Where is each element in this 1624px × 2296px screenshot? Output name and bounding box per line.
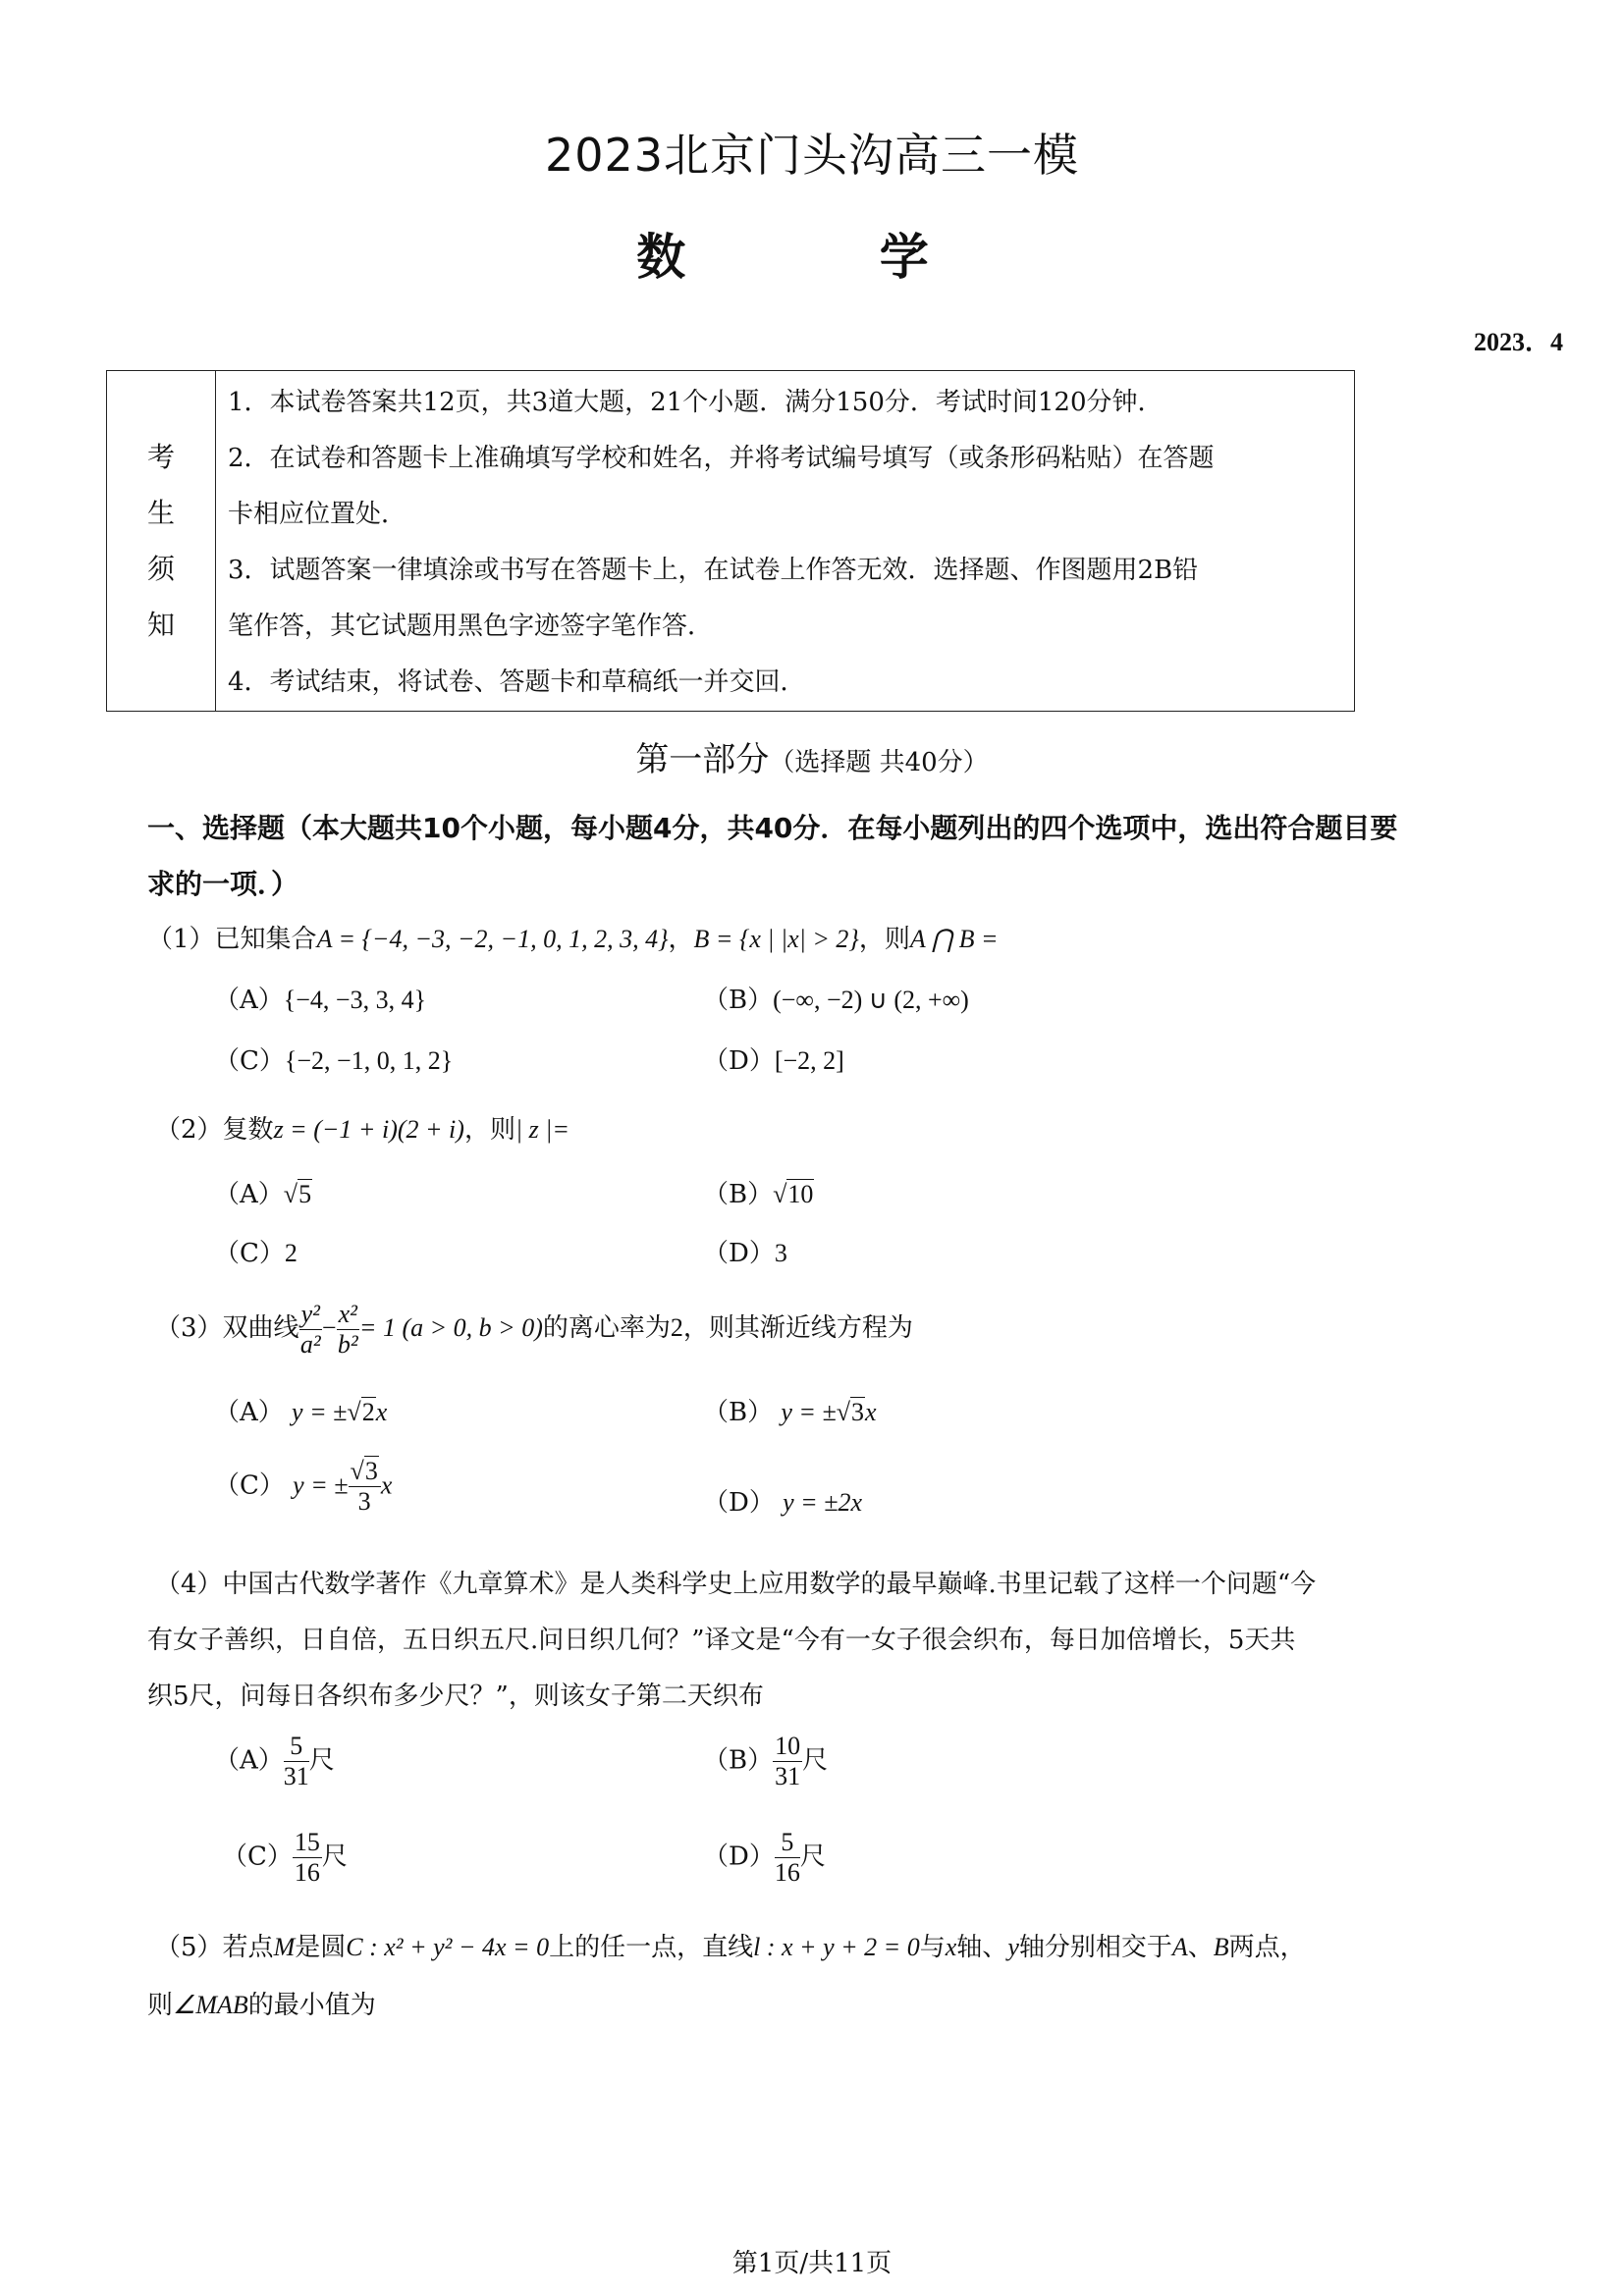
math-expr: M xyxy=(273,1933,296,1961)
stem-text: 中国古代数学著作《九章算术》是人类科学史上应用数学的最早巅峰.书里记载了这样一个问题“今 xyxy=(222,1570,1317,1599)
option-label: （D） xyxy=(703,1842,775,1872)
math-expr: − xyxy=(321,1313,337,1342)
option-value: {−4, −3, 3, 4} xyxy=(283,986,427,1014)
option-value: 3 xyxy=(774,1239,787,1267)
option-value: (−∞, −2) ∪ (2, +∞) xyxy=(773,986,969,1014)
fraction xyxy=(775,1828,800,1888)
notice-body xyxy=(216,371,1355,712)
stem-text: 上的任一点，直线 xyxy=(549,1933,754,1962)
option-label: （D） xyxy=(703,1046,775,1076)
exam-date: 2023．4 xyxy=(1473,328,1563,356)
option-label: （B） xyxy=(703,1180,774,1209)
notice-heading-char: 知 xyxy=(146,609,175,641)
option-label: （A） xyxy=(214,1745,284,1776)
math-expr: x xyxy=(865,1398,877,1426)
notice-table xyxy=(106,370,1355,712)
notice-heading-char: 须 xyxy=(146,553,175,585)
question-number: （2） xyxy=(155,1115,223,1145)
part-heading xyxy=(0,732,1624,780)
stem-text: 与 xyxy=(919,1933,946,1962)
option-a[interactable] xyxy=(214,1174,312,1210)
unit: 尺 xyxy=(308,1745,335,1776)
page-title: 2023北京门头沟高三一模 xyxy=(544,129,1080,182)
option-label: （A） xyxy=(214,986,284,1015)
option-label: （A） xyxy=(214,1398,284,1427)
option-label: （D） xyxy=(703,1239,775,1268)
notice-heading-char: 生 xyxy=(146,497,175,529)
notice-line: 4．考试结束，将试卷、答题卡和草稿纸一并交回． xyxy=(228,667,806,697)
option-label: （C） xyxy=(214,1239,285,1268)
stem-text: 轴、 xyxy=(956,1933,1008,1962)
option-d[interactable] xyxy=(703,1041,844,1077)
fraction-denominator: b² xyxy=(337,1329,358,1359)
question-4-line: 织5尺，问每日各织布多少尺？”，则该女子第二天织布 xyxy=(147,1682,764,1711)
part-note: （选择题 共40分） xyxy=(769,748,989,777)
question-4-line: 有女子善织，日自倍，五日织五尺.问日织几何？”译文是“今有一女子很会织布，每日加倍增长，5天共 xyxy=(147,1626,1296,1655)
fraction xyxy=(773,1732,802,1791)
stem-text: 则 xyxy=(147,1991,174,2020)
notice-line: 1．本试卷答案共12页，共3道大题，21个小题．满分150分．考试时间120分钟． xyxy=(228,388,1164,417)
option-c[interactable] xyxy=(222,1828,348,1888)
option-a[interactable] xyxy=(214,1392,387,1428)
stem-text: 已知集合 xyxy=(214,925,317,954)
math-expr: x xyxy=(945,1933,957,1961)
option-b[interactable] xyxy=(703,1174,814,1210)
fraction-denominator: 3 xyxy=(357,1487,371,1516)
option-a[interactable] xyxy=(214,980,426,1016)
stem-text: 是圆 xyxy=(295,1933,347,1962)
math-expr: A = {−4, −3, −2, −1, 0, 1, 2, 3, 4} xyxy=(316,925,669,953)
sqrt-expr: √10 xyxy=(773,1180,814,1208)
math-expr: B = {x | |x| > 2} xyxy=(693,925,859,953)
option-label: （D） xyxy=(703,1488,775,1518)
part-title: 第一部分 xyxy=(635,740,770,779)
math-expr: A xyxy=(1171,1933,1188,1961)
stem-text: 的最小值为 xyxy=(247,1991,376,2020)
option-label: （B） xyxy=(703,1398,774,1427)
option-label: （C） xyxy=(214,1046,285,1076)
fraction xyxy=(299,1300,322,1360)
math-expr: = 1 (a > 0, b > 0) xyxy=(358,1313,543,1342)
fraction-numerator: x² xyxy=(338,1299,357,1328)
subject-title: 数 学 xyxy=(636,229,988,286)
question-5-stem xyxy=(155,1919,1306,1976)
option-value: 5 xyxy=(298,1180,312,1208)
stem-text: 、 xyxy=(1187,1933,1214,1962)
fraction-numerator: y² xyxy=(300,1299,320,1328)
question-2-stem xyxy=(155,1101,569,1158)
fraction-denominator: 31 xyxy=(775,1762,801,1790)
option-value: 2 xyxy=(284,1239,298,1267)
option-label: （A） xyxy=(214,1180,284,1209)
math-expr: C : x² + y² − 4x = 0 xyxy=(346,1933,550,1961)
math-expr: y = ± xyxy=(781,1398,837,1426)
fraction xyxy=(349,1457,381,1517)
question-number: （1） xyxy=(147,925,215,954)
sqrt-expr: √2 xyxy=(347,1398,375,1426)
section-heading xyxy=(147,800,1492,912)
stem-text: 若点 xyxy=(222,1933,274,1962)
fraction-denominator: 16 xyxy=(294,1858,320,1887)
unit: 尺 xyxy=(321,1842,348,1872)
option-label: （C） xyxy=(214,1470,285,1501)
fraction xyxy=(293,1828,322,1888)
stem-text: ， xyxy=(668,925,694,954)
fraction-denominator: 31 xyxy=(283,1762,309,1790)
option-value: [−2, 2] xyxy=(774,1046,844,1075)
math-expr: ∠MAB xyxy=(173,1991,248,2019)
fraction-numerator: √3 xyxy=(349,1457,381,1487)
question-1-stem xyxy=(147,911,999,968)
option-d[interactable] xyxy=(703,1482,862,1519)
option-b[interactable] xyxy=(703,1732,828,1791)
fraction xyxy=(284,1732,309,1791)
question-3-stem xyxy=(155,1294,913,1362)
question-5-line xyxy=(147,1977,376,2034)
math-expr: y = ± xyxy=(292,1398,348,1426)
option-b[interactable] xyxy=(703,1392,877,1428)
fraction-numerator: 10 xyxy=(775,1732,801,1760)
math-expr: x xyxy=(375,1398,388,1426)
math-expr: x xyxy=(380,1470,393,1500)
question-number: （4） xyxy=(155,1570,223,1599)
option-d[interactable] xyxy=(703,1828,826,1888)
stem-text: 复数 xyxy=(222,1115,274,1145)
option-label: （C） xyxy=(222,1842,293,1872)
fraction xyxy=(337,1300,359,1360)
sqrt-expr: √3 xyxy=(836,1398,865,1426)
option-label: （B） xyxy=(703,1745,774,1776)
math-expr: l : x + y + 2 = 0 xyxy=(753,1933,920,1961)
notice-heading xyxy=(107,371,216,712)
option-value: y = ±2x xyxy=(783,1488,863,1517)
stem-text: ，则 xyxy=(858,925,910,954)
fraction-denominator: 16 xyxy=(774,1858,800,1887)
unit: 尺 xyxy=(799,1842,826,1872)
stem-text: 的离心率为 xyxy=(542,1313,671,1343)
option-label: （B） xyxy=(703,986,774,1015)
option-c[interactable] xyxy=(214,1457,392,1517)
notice-line: 3．试题答案一律填涂或书写在答题卡上，在试卷上作答无效．选择题、作图题用2B铅 xyxy=(228,556,1199,585)
stem-text: 双曲线 xyxy=(222,1313,299,1343)
option-c[interactable] xyxy=(214,1233,298,1269)
math-expr: B xyxy=(1213,1933,1229,1961)
stem-text: 两点， xyxy=(1228,1933,1306,1962)
question-number: （3） xyxy=(155,1313,223,1343)
page-footer: 第1页/共11页 xyxy=(731,2249,893,2278)
notice-line: 2．在试卷和答题卡上准确填写学校和姓名，并将考试编号填写（或条形码粘贴）在答题 xyxy=(228,444,1215,473)
math-expr: z = (−1 + i)(2 + i) xyxy=(273,1115,464,1144)
radicand: 2 xyxy=(361,1398,375,1426)
unit: 尺 xyxy=(802,1745,829,1776)
stem-text: ，则其渐近线方程为 xyxy=(682,1313,913,1343)
math-expr: | z |= xyxy=(514,1115,569,1144)
option-b[interactable] xyxy=(703,980,969,1016)
option-a[interactable] xyxy=(214,1732,335,1791)
question-4-stem xyxy=(155,1557,1316,1613)
fraction-numerator: 5 xyxy=(775,1828,800,1858)
math-expr: y = ± xyxy=(293,1470,349,1500)
option-value: 10 xyxy=(787,1180,814,1208)
math-expr: y xyxy=(1007,1933,1019,1961)
option-c[interactable] xyxy=(214,1041,453,1077)
question-number: （5） xyxy=(155,1933,223,1962)
stem-text: ，则 xyxy=(463,1115,515,1145)
section-line: 求的一项．） xyxy=(147,868,299,900)
radicand: 3 xyxy=(851,1398,865,1426)
stem-text: 轴分别相交于 xyxy=(1018,1933,1172,1962)
sqrt-expr: √5 xyxy=(283,1180,312,1208)
fraction-denominator: a² xyxy=(299,1329,321,1359)
radicand: 3 xyxy=(364,1457,378,1485)
section-line: 一、选择题（本大题共10个小题，每小题4分，共40分．在每小题列出的四个选项中，选出符合题目要 xyxy=(147,812,1398,844)
notice-line: 卡相应位置处． xyxy=(228,500,407,529)
math-expr: A ⋂ B = xyxy=(909,925,999,953)
fraction-numerator: 5 xyxy=(284,1732,309,1762)
notice-line: 笔作答，其它试题用黑色字迹签字笔作答． xyxy=(228,612,714,641)
option-d[interactable] xyxy=(703,1233,787,1269)
notice-heading-char: 考 xyxy=(146,441,175,473)
math-expr: 2 xyxy=(670,1313,683,1342)
option-value: {−2, −1, 0, 1, 2} xyxy=(284,1046,454,1075)
fraction-numerator: 15 xyxy=(294,1828,320,1856)
